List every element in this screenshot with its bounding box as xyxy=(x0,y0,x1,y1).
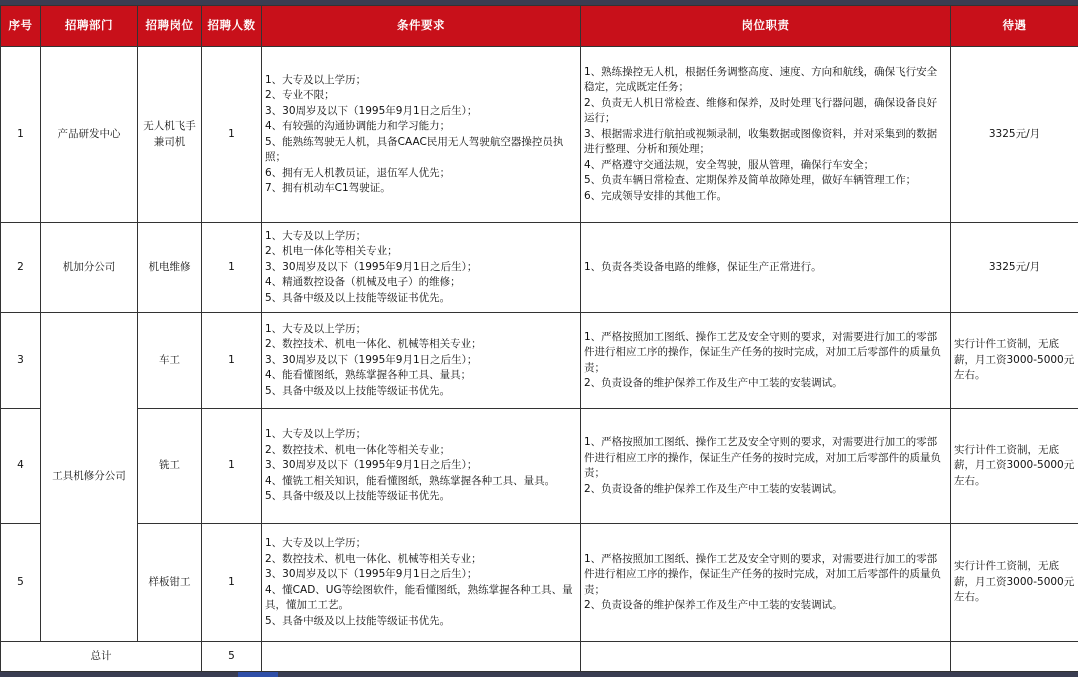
row-count: 1 xyxy=(202,313,262,409)
row-duties: 1、负责各类设备电路的维修，保证生产正常进行。 xyxy=(581,223,951,313)
row-salary: 实行计件工资制，无底薪，月工资3000-5000元左右。 xyxy=(951,409,1078,524)
row-position: 铣工 xyxy=(138,409,202,524)
row-requirements: 1、大专及以上学历； 2、数控技术、机电一体化等相关专业； 3、30周岁及以下（1995年9月1日之后生）； 4、懂铣工相关知识，能看懂图纸，熟练掌握各种工具、量具。 5、具备中级及以上技能等级证书优先。 xyxy=(262,409,581,524)
row-no: 1 xyxy=(1,47,41,223)
header-salary: 待遇 xyxy=(951,6,1078,47)
row-salary: 实行计件工资制，无底薪，月工资3000-5000元左右。 xyxy=(951,524,1078,642)
recruitment-table xyxy=(0,5,1078,672)
table-row xyxy=(1,409,1078,524)
header-requirements: 条件要求 xyxy=(262,6,581,47)
table-row xyxy=(1,524,1078,642)
row-count: 1 xyxy=(202,223,262,313)
header-no: 序号 xyxy=(1,6,41,47)
row-count: 1 xyxy=(202,409,262,524)
total-label: 总计 xyxy=(1,642,202,672)
row-no: 4 xyxy=(1,409,41,524)
row-requirements: 1、大专及以上学历； 2、数控技术、机电一体化、机械等相关专业； 3、30周岁及以下（1995年9月1日之后生）； 4、懂CAD、UG等绘图软件，能看懂图纸，熟练掌握各种工具、量具，懂加工工艺。 5、具备中级及以上技能等级证书优先。 xyxy=(262,524,581,642)
row-duties: 1、严格按照加工图纸、操作工艺及安全守则的要求，对需要进行加工的零部件进行相应工序的操作，保证生产任务的按时完成，对加工后零部件的质量负责； 2、负责设备的维护保养工作及生产中工装的安装调试。 xyxy=(581,313,951,409)
total-count: 5 xyxy=(202,642,262,672)
row-count: 1 xyxy=(202,47,262,223)
header-duties: 岗位职责 xyxy=(581,6,951,47)
header-position: 招聘岗位 xyxy=(138,6,202,47)
row-dept: 工具机修分公司 xyxy=(41,313,138,642)
header-row xyxy=(1,6,1078,47)
row-requirements: 1、大专及以上学历； 2、专业不限； 3、30周岁及以下（1995年9月1日之后生）； 4、有较强的沟通协调能力和学习能力； 5、能熟练驾驶无人机，具备CAAC民用无人驾驶航空器操控员执照； 6、拥有无人机教员证，退伍军人优先； 7、拥有机动车C1驾驶证。 xyxy=(262,47,581,223)
table-row xyxy=(1,47,1078,223)
total-empty-cell xyxy=(581,642,951,672)
row-position: 无人机飞手兼司机 xyxy=(138,47,202,223)
row-duties: 1、严格按照加工图纸、操作工艺及安全守则的要求，对需要进行加工的零部件进行相应工序的操作，保证生产任务的按时完成，对加工后零部件的质量负责； 2、负责设备的维护保养工作及生产中工装的安装调试。 xyxy=(581,409,951,524)
row-no: 2 xyxy=(1,223,41,313)
row-salary: 3325元/月 xyxy=(951,223,1078,313)
row-salary: 3325元/月 xyxy=(951,47,1078,223)
table-row xyxy=(1,223,1078,313)
row-no: 3 xyxy=(1,313,41,409)
header-dept: 招聘部门 xyxy=(41,6,138,47)
row-duties: 1、严格按照加工图纸、操作工艺及安全守则的要求，对需要进行加工的零部件进行相应工序的操作，保证生产任务的按时完成，对加工后零部件的质量负责； 2、负责设备的维护保养工作及生产中工装的安装调试。 xyxy=(581,524,951,642)
row-position: 车工 xyxy=(138,313,202,409)
row-position: 机电维修 xyxy=(138,223,202,313)
header-count: 招聘人数 xyxy=(202,6,262,47)
total-empty-cell xyxy=(951,642,1078,672)
row-duties: 1、熟练操控无人机，根据任务调整高度、速度、方向和航线，确保飞行安全稳定，完成既定任务； 2、负责无人机日常检查、维修和保养，及时处理飞行器问题，确保设备良好运行； 3、根据需求进行航拍或视频录制，收集数据或图像资料，并对采集到的数据进行整理、分析和预处理； 4、严格遵守交通法规，安全驾驶，服从管理，确保行车安全； 5、负责车辆日常检查、定期保养及简单故障处理，做好车辆管理工作； 6、完成领导安排的其他工作。 xyxy=(581,47,951,223)
table-row xyxy=(1,313,1078,409)
row-dept: 机加分公司 xyxy=(41,223,138,313)
row-dept: 产品研发中心 xyxy=(41,47,138,223)
row-salary: 实行计件工资制，无底薪，月工资3000-5000元左右。 xyxy=(951,313,1078,409)
bottom-bar xyxy=(0,672,1078,677)
row-no: 5 xyxy=(1,524,41,642)
row-requirements: 1、大专及以上学历； 2、机电一体化等相关专业； 3、30周岁及以下（1995年9月1日之后生）； 4、精通数控设备（机械及电子）的维修； 5、具备中级及以上技能等级证书优先。 xyxy=(262,223,581,313)
row-count: 1 xyxy=(202,524,262,642)
row-requirements: 1、大专及以上学历； 2、数控技术、机电一体化、机械等相关专业； 3、30周岁及以下（1995年9月1日之后生）； 4、能看懂图纸，熟练掌握各种工具、量具； 5、具备中级及以上技能等级证书优先。 xyxy=(262,313,581,409)
row-position: 样板钳工 xyxy=(138,524,202,642)
bottom-accent xyxy=(238,672,278,677)
total-row xyxy=(1,642,1078,672)
total-empty-cell xyxy=(262,642,581,672)
